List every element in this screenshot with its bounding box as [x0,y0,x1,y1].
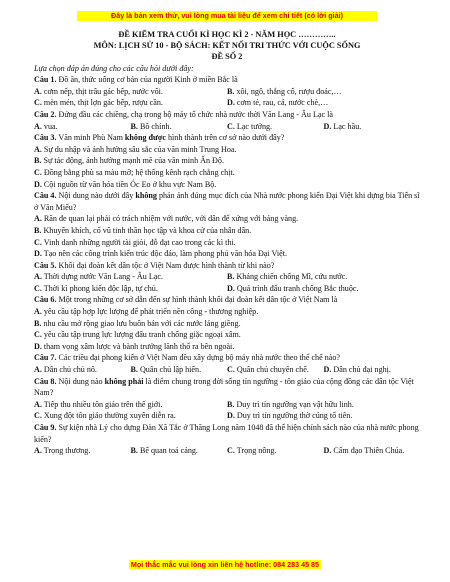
question-number: Câu 3. [34,133,57,143]
option-label: A. [34,86,42,96]
option-label: D. [227,411,235,421]
hotline-text: Mọi thắc mắc vui lòng xin liên hệ hotline: 084 283 45 85 [130,560,320,569]
question-stem [34,109,420,121]
option-label: D. [323,446,332,456]
question-stem [34,260,420,272]
question-text: Sự kiện nhà Lý cho dựng Đàn Xã Tắc ở Thăng Long năm 1048 đã thể hiện chính sách nào của nhà nước phong kiến? [34,423,419,444]
option-text: Lạc tướng. [234,121,273,131]
answer-option[interactable] [227,410,420,422]
option-label: A. [34,121,42,131]
question-text: Đồ ăn, thức uống cơ bản của người Kinh ở miền Bắc là [56,75,238,85]
options-row [34,97,420,109]
option-text: tham vọng xâm lược và bành trướng lãnh thổ ra bên ngoài. [41,341,235,351]
option-text: Răn đe quan lại phải có trách nhiệm với nước, với dân để xứng với bảng vàng. [41,214,299,224]
options-row [34,318,420,330]
options-row [34,410,420,422]
option-label: C. [34,98,42,108]
option-text: Duy trì tín ngưỡng vạn vật hữu linh. [234,399,354,409]
answer-option[interactable] [34,225,251,237]
option-label: D. [323,365,332,375]
preview-banner: Đây là bản xem thử, vui lòng mua tài liệu để xem chi tiết (có lời giải) [77,11,377,21]
option-label: D. [34,341,42,351]
answer-option[interactable] [34,167,235,179]
answer-option[interactable] [227,283,420,295]
option-text: Thời kì phong kiến độc lập, tự chủ. [41,283,158,293]
option-text: Lạc hầu. [331,121,362,131]
options-row [34,225,420,237]
footer [0,559,450,571]
answer-option[interactable] [34,445,131,457]
question-text: Khối đại đoàn kết dân tộc ở Việt Nam được hình thành từ khi nào? [56,260,275,270]
option-label: D. [227,283,235,293]
option-text: Khuyến khích, cổ vũ tinh thần học tập và khoa cử của nhân dân. [41,225,252,235]
option-text: Tạo nên các công trình kiến trúc độc đáo, làm phong phú văn hóa Đại Việt. [41,249,287,259]
option-label: C. [227,446,235,456]
options-row [34,445,420,457]
option-text: Bế quan toả cảng. [137,446,198,456]
option-text: Tiếp thu nhiều tôn giáo trên thế giới. [41,399,163,409]
question-number: Câu 4. [34,191,57,201]
option-label: B. [34,318,42,328]
options-row [34,283,420,295]
answer-option[interactable] [227,97,420,109]
question-number: Câu 1. [34,75,57,85]
option-label: B. [227,399,235,409]
exam-number: ĐỀ SỐ 2 [211,52,243,62]
option-label: C. [227,365,235,375]
question-number: Câu 9. [34,423,57,433]
option-text: mèn mén, thịt lợn gác bếp, rượu cần. [41,98,163,108]
options-row [34,248,420,260]
subject-title: MÔN: LỊCH SỬ 10 - BỘ SÁCH: KẾT NỐI TRI THỨC VỚI CUỘC SỐNG [93,41,361,51]
question-emphasis: không được [124,133,166,143]
options-row [34,121,420,133]
option-text: Quân chủ chuyên chế. [234,365,309,375]
answer-option[interactable] [34,179,216,191]
option-text: Cội nguồn từ văn hóa tiền Óc Eo ở khu vực Nam Bộ. [41,179,217,189]
options-row [34,364,420,376]
option-label: C. [34,330,42,340]
option-label: A. [34,272,42,282]
option-text: Sự tác động, ảnh hưởng mạnh mẽ của văn minh Ấn Độ. [41,156,224,166]
answer-option[interactable] [227,121,324,133]
question-number: Câu 5. [34,260,57,270]
answer-option[interactable] [34,364,131,376]
answer-option[interactable] [34,97,227,109]
option-label: B. [227,272,235,282]
option-text: yêu cầu tập trung lực lượng đấu tranh chống giặc ngoại xâm. [41,330,241,340]
options-row [34,271,420,283]
question-stem [34,190,420,213]
option-text: nhu cầu mở rộng giao lưu buôn bán với các nước láng giềng. [41,318,241,328]
option-label: C. [34,411,42,421]
option-text: cơm tẻ, rau, cá, nước chè,… [234,98,329,108]
option-label: C. [34,167,42,177]
answer-option[interactable] [34,318,241,330]
answer-option[interactable] [131,445,228,457]
answer-option[interactable] [34,329,241,341]
answer-option[interactable] [34,248,287,260]
options-row [34,329,420,341]
question-list [34,74,420,457]
answer-option[interactable] [227,86,420,98]
answer-option[interactable] [34,399,227,411]
option-label: A. [34,399,42,409]
question-text: Văn minh Phù Nam [56,133,125,143]
option-label: C. [34,283,42,293]
answer-option[interactable] [227,364,324,376]
option-text: Xung đột tôn giáo thường xuyên diễn ra. [41,411,176,421]
option-text: Quá trình đấu tranh chống Bắc thuộc. [234,283,359,293]
answer-option[interactable] [34,283,227,295]
question-stem [34,132,420,144]
option-label: D. [34,249,42,259]
question-stem [34,422,420,445]
option-text: Dân chủ chủ nô. [41,365,97,375]
option-label: D. [34,179,42,189]
question-number: Câu 7. [34,353,57,363]
answer-option[interactable] [227,399,420,411]
option-text: Quân chủ lập hiến. [137,365,202,375]
question-text: Một trong những cơ sở dẫn đến sự hình thành khối đại đoàn kết dân tộc ở Việt Nam là [56,295,338,305]
option-label: B. [130,121,138,131]
option-label: B. [34,225,42,235]
question-text: là điểm chung trong đời sống tín ngưỡng - tôn giáo của cộng đồng các dân tộc Việt Nam? [34,376,414,398]
option-label: B. [130,446,138,456]
option-text: Trọng nông. [234,446,277,456]
answer-option[interactable] [34,86,227,98]
options-row [34,399,420,411]
option-text: Trọng thương. [41,446,91,456]
option-text: Dân chủ đại nghị. [331,365,391,375]
option-label: A. [34,365,42,375]
options-row [34,341,420,353]
exam-title: ĐỀ KIỂM TRA CUỐI KÌ HỌC KÌ 2 - NĂM HỌC ………….. [118,30,336,39]
answer-option[interactable] [324,121,421,133]
options-row [34,306,420,318]
options-row [34,86,420,98]
question-emphasis: không [135,191,157,201]
option-label: D. [323,121,332,131]
option-label: A. [34,446,42,456]
option-text: Vinh danh những người tài giỏi, đỗ đạt cao trong các kì thi. [41,237,236,247]
question-stem [34,376,420,399]
option-text: Sự du nhập và ảnh hưởng sâu sắc của văn minh Trung Hoa. [41,144,237,154]
instruction-text: Lựa chọn đáp án đúng cho các câu hỏi dưới đây: [34,63,194,73]
option-label: B. [227,86,235,96]
option-text: Duy trì tín ngưỡng thờ cúng tổ tiên. [234,411,353,421]
option-text: Cấm đạo Thiên Chúa. [331,446,405,456]
answer-option[interactable] [34,410,227,422]
question-number: Câu 8. [34,376,57,386]
answer-option[interactable] [34,271,227,283]
option-label: A. [34,214,42,224]
option-label: A. [34,144,42,154]
answer-option[interactable] [34,155,224,167]
question-stem [34,74,420,86]
question-stem [34,352,420,364]
option-label: B. [130,365,138,375]
question-stem [34,294,420,306]
answer-option[interactable] [131,121,228,133]
question-text: Các triều đại phong kiến ở Việt Nam đều xây dựng bộ máy nhà nước theo thể chế nào? [56,353,340,363]
answer-option[interactable] [324,364,421,376]
option-label: C. [227,121,235,131]
question-text: Nội dung nào [56,376,105,386]
answer-option[interactable] [34,237,236,249]
question-emphasis: không phải [104,376,144,386]
options-row [34,167,420,179]
options-row [34,179,420,191]
option-text: yêu cầu tập hợp lực lượng để phát triển nền công - thương nghiệp. [41,307,259,317]
question-text: hình thành trên cơ sở nào dưới đây? [165,133,285,143]
options-row [34,144,420,156]
option-label: D. [227,98,235,108]
answer-option[interactable] [34,306,258,318]
answer-option[interactable] [34,341,234,353]
answer-option[interactable] [131,364,228,376]
option-text: cơm nếp, thịt trâu gác bếp, nước vối. [41,86,163,96]
option-label: A. [34,307,42,317]
answer-option[interactable] [34,213,298,225]
question-text: Nội dung nào dưới đây [56,191,136,201]
question-number: Câu 6. [34,295,57,305]
question-text: phản ánh đúng mục đích của Nhà nước phong kiến Đại Việt khi dựng bia Tiến sĩ ở Văn Miếu? [34,191,420,212]
option-text: Bồ chính. [137,121,172,131]
option-text: Đồng bằng phù sa màu mỡ; hệ thống kênh rạch chằng chịt. [41,167,235,177]
question-text: Đứng đầu các chiềng, chạ trong bộ máy tổ chức nhà nước thời Văn Lang - Âu Lạc là [56,109,333,119]
answer-option[interactable] [227,445,324,457]
option-label: B. [34,156,42,166]
option-text: xôi, ngô, thắng cố, rượu đoác,… [234,86,342,96]
answer-option[interactable] [227,271,420,283]
option-text: vua. [41,121,58,131]
answer-option[interactable] [324,445,421,457]
options-row [34,213,420,225]
answer-option[interactable] [34,121,131,133]
option-label: C. [34,237,42,247]
options-row [34,237,420,249]
answer-option[interactable] [34,144,237,156]
option-text: Kháng chiến chống Mĩ, cứu nước. [234,272,348,282]
options-row [34,155,420,167]
option-text: Thời dựng nước Văn Lang - Âu Lạc. [41,272,163,282]
question-number: Câu 2. [34,109,57,119]
